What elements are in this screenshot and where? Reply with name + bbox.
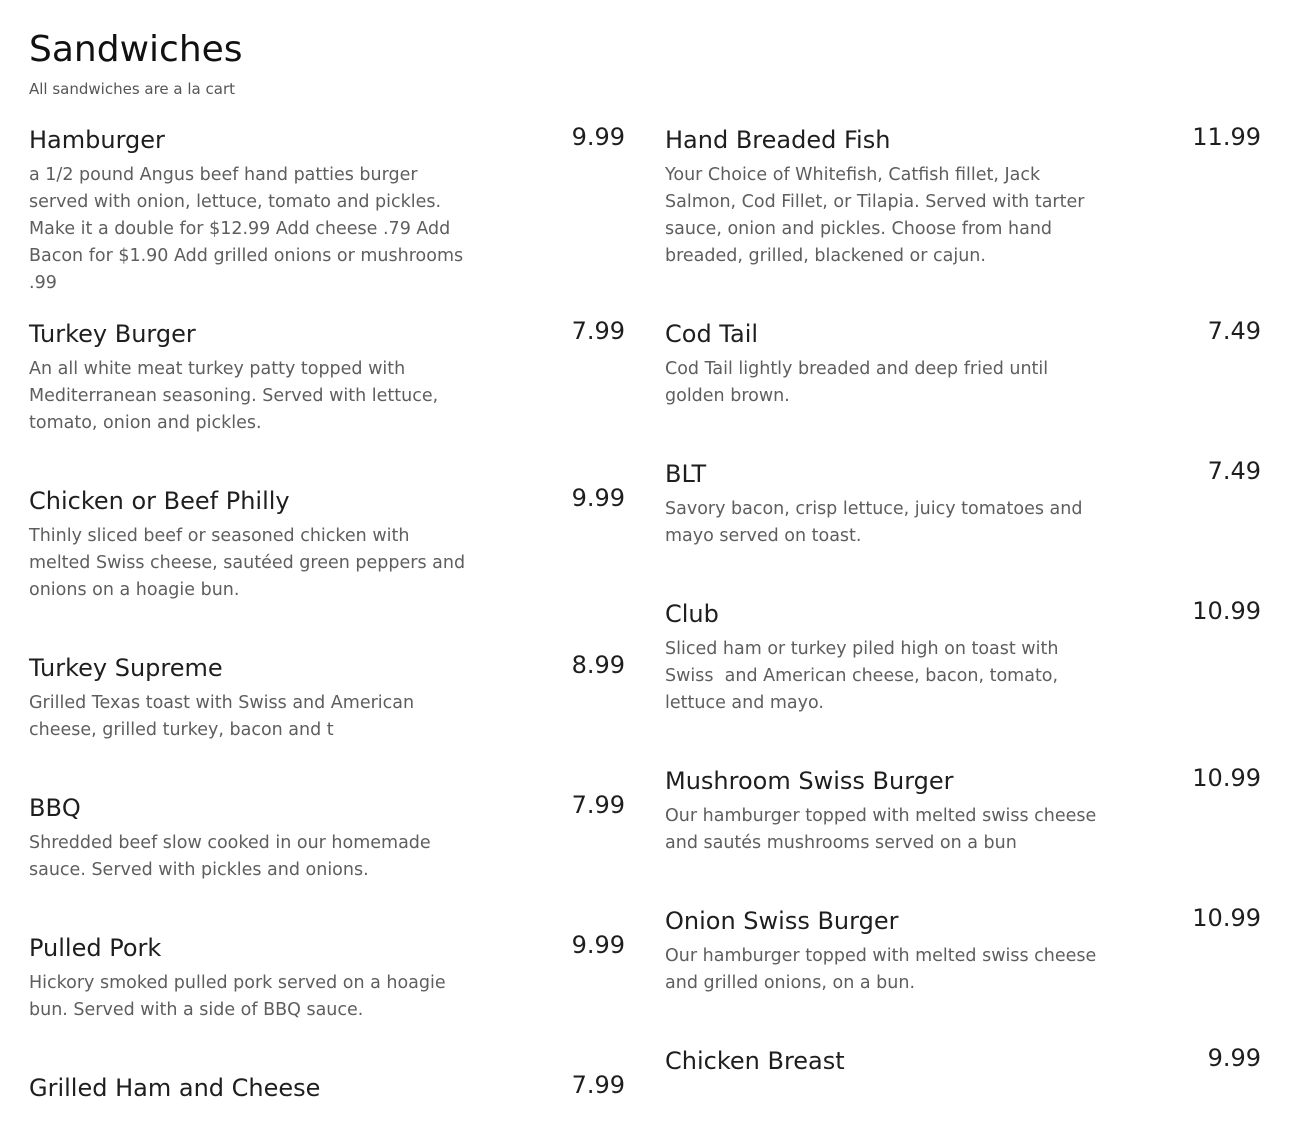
menu-section-header: [29, 28, 243, 98]
item-price: 7.99: [571, 791, 625, 819]
item-description: Sliced ham or turkey piled high on toast with Swiss and American cheese, bacon, tomato, lettuce and mayo.: [665, 639, 1065, 713]
item-name: Onion Swiss Burger: [665, 907, 899, 935]
item-price: 7.99: [571, 317, 625, 345]
item-description: Thinly sliced beef or seasoned chicken with melted Swiss cheese, sautéed green peppers and onions on a hoagie bun.: [29, 526, 471, 600]
menu-item-mushroom-swiss-burger: [665, 765, 1261, 905]
item-name: Cod Tail: [665, 320, 759, 348]
section-title: Sandwiches: [29, 29, 243, 70]
menu-item-hand-breaded-fish: [665, 124, 1261, 318]
item-description: Our hamburger topped with melted swiss cheese and grilled onions, on a bun.: [665, 946, 1102, 993]
item-price: 9.99: [1207, 1044, 1261, 1072]
item-price: 9.99: [571, 931, 625, 959]
item-description: Hickory smoked pulled pork served on a hoagie bun. Served with a side of BBQ sauce.: [29, 973, 452, 1020]
item-description: Your Choice of Whitefish, Catfish fillet, Jack Salmon, Cod Fillet, or Tilapia. Served with tarter sauce, onion and pickles. Choose from hand breaded, grilled, blackened or cajun.: [665, 165, 1091, 266]
item-name: Grilled Ham and Cheese: [29, 1074, 321, 1102]
menu-item-chicken-breast: [665, 1045, 1261, 1105]
item-description: Our hamburger topped with melted swiss cheese and sautés mushrooms served on a bun: [665, 806, 1102, 853]
menu-item-hamburger: [29, 124, 625, 318]
item-name: BBQ: [29, 794, 81, 822]
item-price: 7.49: [1207, 317, 1261, 345]
item-name: Hamburger: [29, 126, 165, 154]
item-name: Chicken Breast: [665, 1047, 845, 1075]
menu-item-bbq: [29, 792, 625, 932]
item-name: Pulled Pork: [29, 934, 162, 962]
item-description: An all white meat turkey patty topped with Mediterranean seasoning. Served with lettuce, tomato, onion and pickles.: [29, 359, 444, 433]
item-description: Cod Tail lightly breaded and deep fried until golden brown.: [665, 359, 1054, 406]
item-description: Grilled Texas toast with Swiss and American cheese, grilled turkey, bacon and t: [29, 693, 420, 740]
item-price: 11.99: [1192, 123, 1261, 151]
item-price: 7.99: [571, 1071, 625, 1099]
item-price: 10.99: [1192, 904, 1261, 932]
item-name: Turkey Burger: [29, 320, 196, 348]
menu-item-cod-tail: [665, 318, 1261, 458]
menu-item-pulled-pork: [29, 932, 625, 1072]
item-price: 9.99: [571, 484, 625, 512]
item-price: 10.99: [1192, 764, 1261, 792]
item-name: Mushroom Swiss Burger: [665, 767, 954, 795]
menu-item-philly: [29, 485, 625, 652]
menu-item-turkey-burger: [29, 318, 625, 485]
item-name: Chicken or Beef Philly: [29, 487, 290, 515]
item-price: 7.49: [1207, 457, 1261, 485]
item-description: Savory bacon, crisp lettuce, juicy tomatoes and mayo served on toast.: [665, 499, 1089, 546]
menu-item-turkey-supreme: [29, 652, 625, 792]
item-name: BLT: [665, 460, 707, 488]
item-description: Shredded beef slow cooked in our homemade sauce. Served with pickles and onions.: [29, 833, 437, 880]
menu-column-left: [29, 124, 625, 1132]
item-description: a 1/2 pound Angus beef hand patties burger served with onion, lettuce, tomato and pickles. Make it a double for $12.99 Add cheese .79 Add Bacon for $1.90 Add grilled onions or mushrooms .99: [29, 165, 469, 293]
item-price: 10.99: [1192, 597, 1261, 625]
item-name: Club: [665, 600, 719, 628]
menu-item-grilled-ham-and-cheese: [29, 1072, 625, 1132]
item-name: Hand Breaded Fish: [665, 126, 891, 154]
item-price: 8.99: [571, 651, 625, 679]
menu-item-club: [665, 598, 1261, 765]
item-price: 9.99: [571, 123, 625, 151]
menu-item-blt: [665, 458, 1261, 598]
section-subtitle: All sandwiches are a la cart: [29, 80, 236, 98]
item-name: Turkey Supreme: [29, 654, 223, 682]
menu-column-right: [665, 124, 1261, 1105]
menu-item-onion-swiss-burger: [665, 905, 1261, 1045]
